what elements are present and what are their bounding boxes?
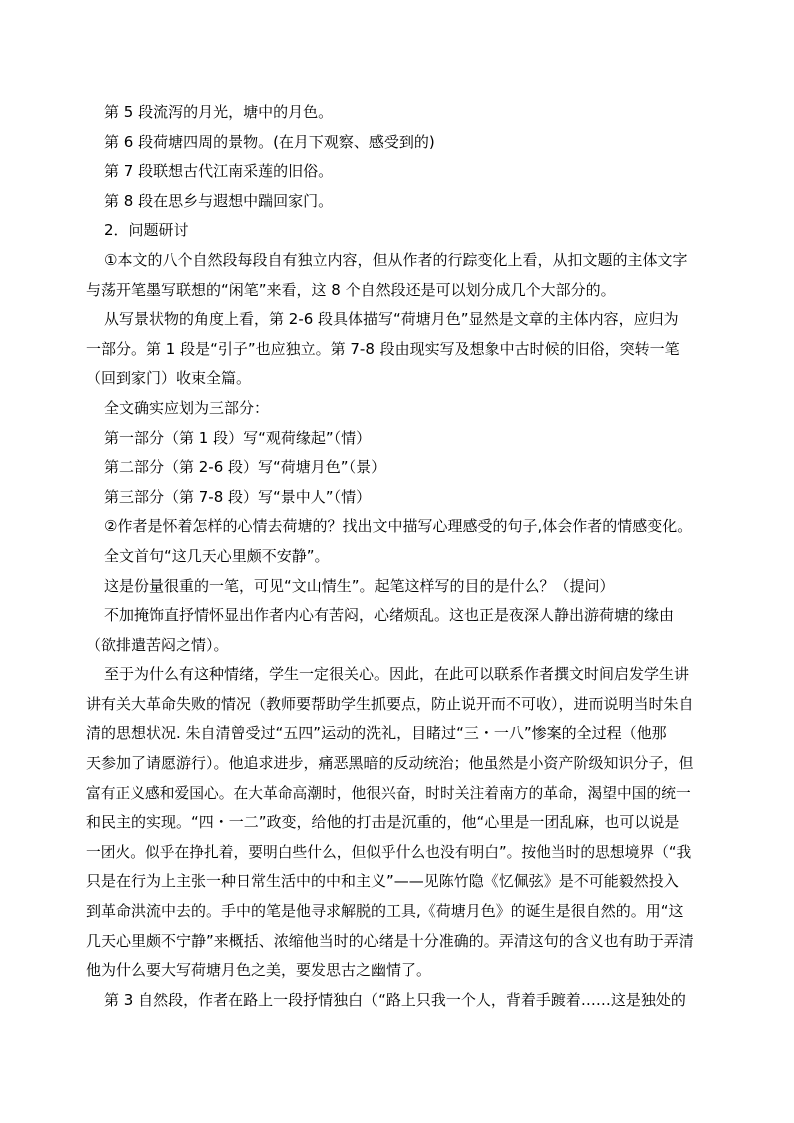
text-line: 全文首句“这几天心里颇不安静”。 — [104, 546, 330, 565]
text-line: 不加掩饰直抒情怀显出作者内心有苦闷，心绪烦乱。这也正是夜深人静出游荷塘的缘由 — [104, 606, 675, 625]
text-line: 和民主的实现。“四・一二”政变，给他的打击是沉重的，他“心里是一团乱麻，也可以说是 — [86, 813, 680, 832]
text-line: 全文确实应划为三部分： — [104, 398, 270, 417]
text-line: 2．问题研讨 — [104, 221, 189, 240]
text-line: 清的思想状况. 朱自清曾受过“五四”运动的洗礼，目睹过“三・一八”惨案的全过程（他那 — [86, 724, 667, 743]
text-line: 只是在行为上主张一种日常生活中的中和主义”——见陈竹隐《忆佩弦》是不可能毅然投入 — [86, 872, 679, 891]
text-line: （回到家门）收束全篇。 — [86, 369, 252, 388]
text-line: （欲排遣苦闷之情）。 — [86, 635, 229, 654]
text-line: 第 5 段流泻的月光，塘中的月色。 — [104, 103, 334, 121]
text-line: 几天心里颇不宁静”来概括、浓缩他当时的心绪是十分准确的。弄清这句的含义也有助于弄清 — [86, 931, 694, 950]
text-line: 天参加了请愿游行）。他追求进步，痛恶黑暗的反动统治；他虽然是小资产阶级知识分子，但 — [86, 754, 694, 773]
text-line: 第三部分（第 7-8 段）写“景中人”（情） — [104, 487, 372, 506]
text-line: 第 8 段在思乡与遐想中踹回家门。 — [104, 191, 334, 210]
text-line: 他为什么要大写荷塘月色之美，要发思古之幽情了。 — [86, 961, 432, 980]
text-line: 第二部分（第 2-6 段）写“荷塘月色”（景） — [104, 458, 387, 477]
text-line: ①本文的八个自然段每段自有独立内容，但从作者的行踪变化上看，从扣文题的主体文字 — [104, 250, 688, 269]
text-line: 讲有关大革命失败的情况（教师要帮助学生抓要点，防止说开而不可收），进而说明当时朱自 — [86, 694, 694, 713]
text-line: 到革命洪流中去的。手中的笔是他寻求解脱的工具,《荷塘月色》的诞生是很自然的。用“这 — [86, 902, 684, 921]
text-line: 至于为什么有这种情绪，学生一定很关心。因此，在此可以联系作者撰文时间启发学生讲 — [104, 665, 690, 684]
text-line: 一团火。似乎在挣扎着，要明白些什么，但似乎什么也没有明白”。按他当时的思想境界（“我 — [86, 843, 692, 861]
document-body — [86, 98, 696, 1015]
text-line: 这是份量很重的一笔，可见“文山情生”。起笔这样写的目的是什么？（提问） — [104, 576, 615, 595]
text-line: ②作者是怀着怎样的心情去荷塘的？找出文中描写心理感受的句子,体会作者的情感变化。 — [104, 517, 693, 536]
text-line: 与荡开笔墨写联想的“闲笔”来看，这 8 个自然段还是可以划分成几个大部分的。 — [86, 280, 616, 299]
text-line: 第一部分（第 1 段）写“观荷缘起”（情） — [104, 428, 372, 447]
text-line: 第 7 段联想古代江南采莲的旧俗。 — [104, 162, 334, 181]
text-line: 一部分。第 1 段是“引子”也应独立。第 7-8 段由现实写及想象中古时候的旧俗，突转一笔 — [86, 339, 680, 358]
text-line: 从写景状物的角度上看，第 2-6 段具体描写“荷塘月色”显然是文章的主体内容，应归为 — [104, 310, 679, 329]
text-line: 第 3 自然段，作者在路上一段抒情独白（“路上只我一个人，背着手踱着……这是独处的 — [104, 990, 686, 1009]
text-line: 富有正义感和爱国心。在大革命高潮时，他很兴奋，时时关注着南方的革命，渴望中国的统一 — [86, 784, 691, 802]
text-line: 第 6 段荷塘四周的景物。(在月下观察、感受到的) — [104, 132, 435, 151]
